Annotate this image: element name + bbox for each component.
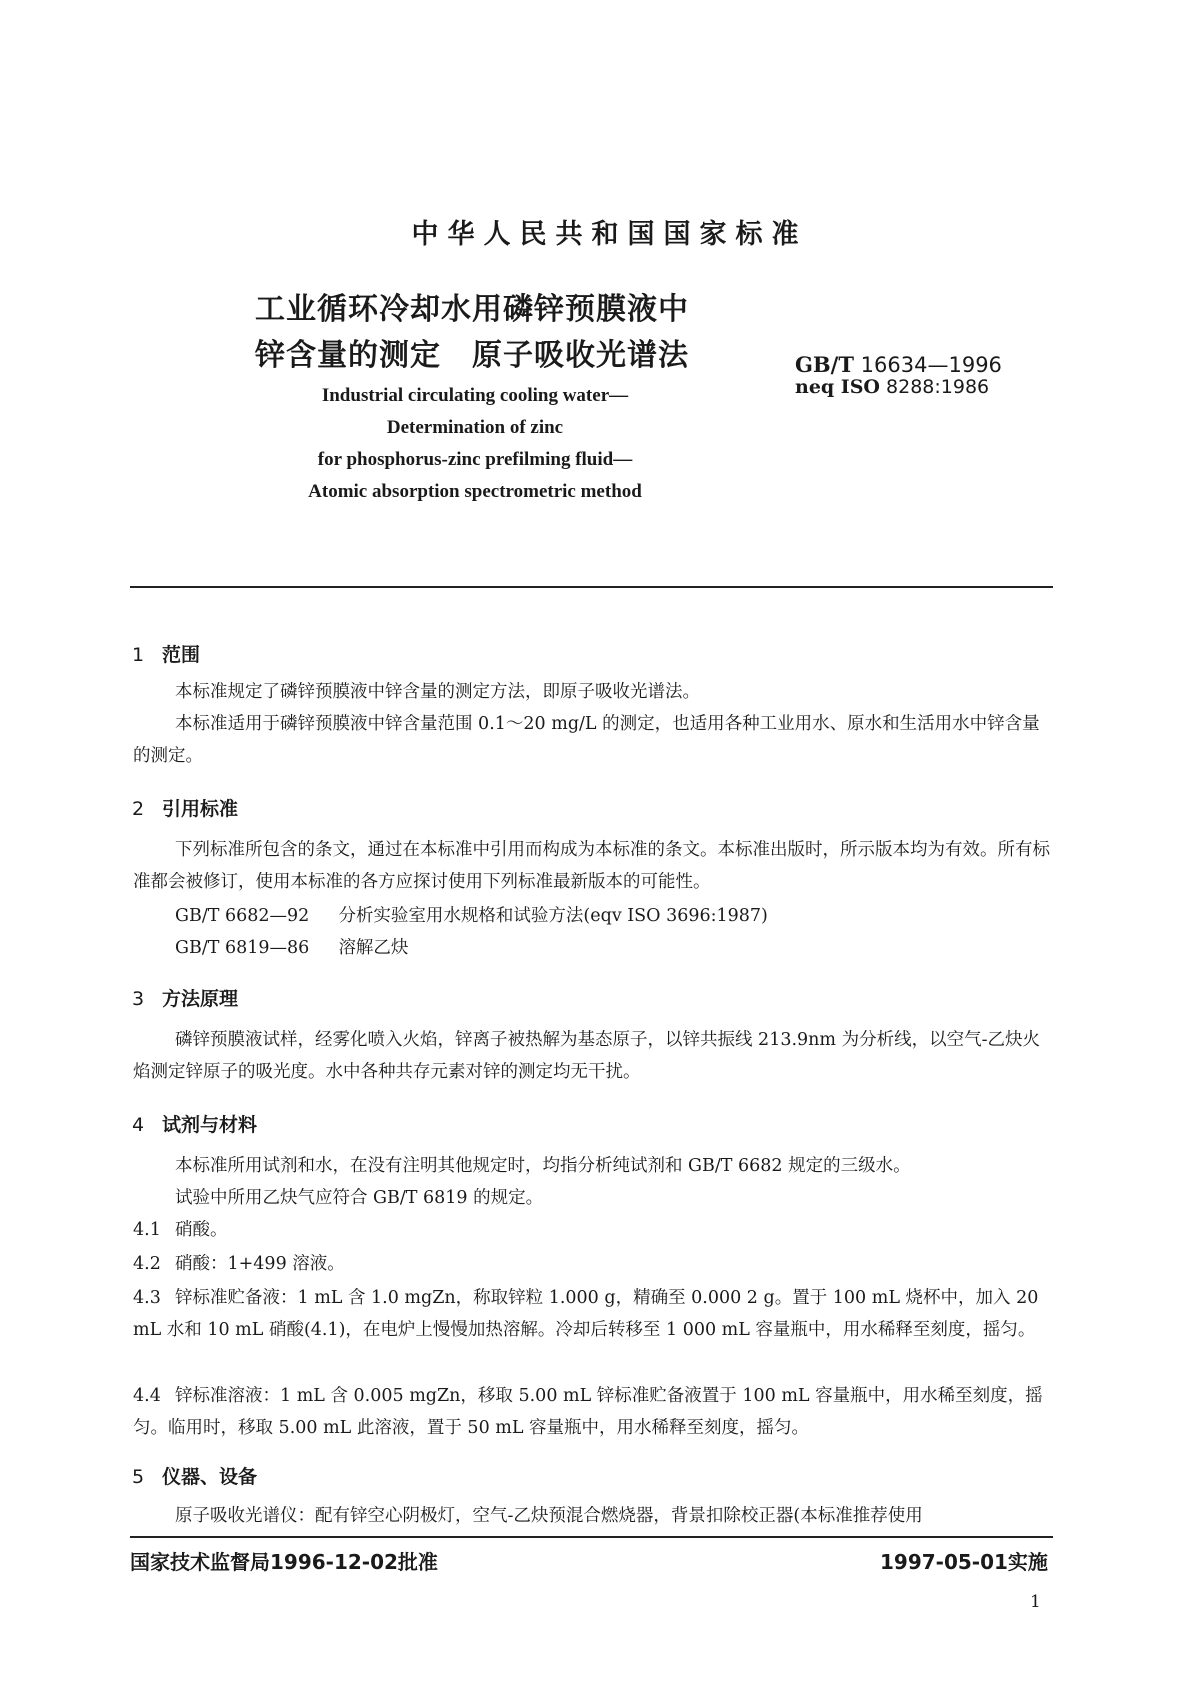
title-cn-line2: 锌含量的测定 原子吸收光谱法 xyxy=(255,338,689,373)
code-number: 16634—1996 xyxy=(860,353,1002,377)
standard-code xyxy=(795,352,1002,377)
item-4-1 xyxy=(133,1216,228,1241)
footer-divider xyxy=(130,1536,1053,1538)
title-en-line: Determination of zinc xyxy=(386,417,564,438)
section-4-heading xyxy=(132,1110,257,1137)
section-1-paragraph-2: 本标准适用于磷锌预膜液中锌含量范围 0.1～20 mg/L 的测定，也适用各种工业用水、原水和生活用水中锌含量的测定。 xyxy=(133,714,1040,766)
section-number: 5 xyxy=(132,1466,145,1488)
reference-title: 溶解乙炔 xyxy=(338,938,409,958)
neq-code xyxy=(795,376,989,398)
section-title: 方法原理 xyxy=(162,988,239,1010)
item-text: 锌标准贮备液：1 mL 含 1.0 mgZn，称取锌粒 1.000 g，精确至 0.000 2 g。置于 100 mL 烧杯中，加入 20 mL 水和 10 mL 硝酸(4.1)，在电炉上慢慢加热溶解。冷却后转移至 1 000 mL 容量瓶中，用水稀释至刻度，摇匀。 xyxy=(133,1288,1039,1340)
item-4-4 xyxy=(133,1380,1055,1444)
section-5-heading xyxy=(132,1462,257,1489)
section-title: 试剂与材料 xyxy=(162,1114,258,1136)
section-1-heading xyxy=(132,640,200,667)
item-text: 锌标准溶液：1 mL 含 0.005 mgZn，移取 5.00 mL 锌标准贮备液置于 100 mL 容量瓶中，用水稀至刻度，摇匀。临用时，移取 5.00 mL 此溶液，置于 50 mL 容量瓶中，用水稀释至刻度，摇匀。 xyxy=(133,1386,1043,1438)
neq-prefix: neq ISO xyxy=(795,376,880,398)
item-text: 硝酸。 xyxy=(175,1220,228,1240)
title-en-line: Atomic absorption spectrometric method xyxy=(308,481,642,502)
item-4-2 xyxy=(133,1250,345,1275)
section-title: 引用标准 xyxy=(162,798,239,820)
approval-date: 国家技术监督局1996-12-02批准 xyxy=(130,1550,438,1574)
reference-code: GB/T 6682—92 xyxy=(175,906,310,926)
title-en-line: Industrial circulating cooling water— xyxy=(321,385,629,406)
national-standard-label: 中华人民共和国国家标准 xyxy=(411,219,808,250)
item-number: 4.1 xyxy=(133,1220,161,1240)
title-cn-line1: 工业循环冷却水用磷锌预膜液中 xyxy=(255,292,689,327)
page-number: 1 xyxy=(1030,1592,1041,1612)
effective-date: 1997-05-01实施 xyxy=(880,1550,1048,1574)
section-number: 2 xyxy=(132,798,145,820)
section-1-paragraph-1: 本标准规定了磷锌预膜液中锌含量的测定方法，即原子吸收光谱法。 xyxy=(175,682,700,702)
section-4-paragraph-1: 本标准所用试剂和水，在没有注明其他规定时，均指分析纯试剂和 GB/T 6682 规定的三级水。 xyxy=(175,1156,911,1176)
section-4-paragraph-2: 试验中所用乙炔气应符合 GB/T 6819 的规定。 xyxy=(175,1188,544,1208)
code-prefix: GB/T xyxy=(795,352,854,377)
item-4-3 xyxy=(133,1282,1055,1346)
header-divider xyxy=(130,586,1053,588)
neq-number: 8288:1986 xyxy=(886,376,990,398)
section-3-heading xyxy=(132,984,238,1011)
reference-1 xyxy=(175,902,768,927)
section-2-heading xyxy=(132,794,238,821)
item-number: 4.2 xyxy=(133,1254,161,1274)
section-2-paragraph-1: 下列标准所包含的条文，通过在本标准中引用而构成为本标准的条文。本标准出版时，所示版本均为有效。所有标准都会被修订，使用本标准的各方应探讨使用下列标准最新版本的可能性。 xyxy=(133,840,1050,892)
section-title: 仪器、设备 xyxy=(162,1466,258,1488)
title-en xyxy=(255,380,695,508)
reference-title: 分析实验室用水规格和试验方法(eqv ISO 3696:1987) xyxy=(338,906,768,926)
title-en-line: for phosphorus-zinc prefilming fluid— xyxy=(317,449,633,470)
item-number: 4.4 xyxy=(133,1386,161,1406)
section-number: 4 xyxy=(132,1114,145,1136)
section-3-paragraph-1: 磷锌预膜液试样，经雾化喷入火焰，锌离子被热解为基态原子，以锌共振线 213.9nm 为分析线，以空气-乙炔火焰测定锌原子的吸光度。水中各种共存元素对锌的测定均无干扰。 xyxy=(133,1030,1040,1082)
reference-2 xyxy=(175,934,408,959)
item-number: 4.3 xyxy=(133,1288,161,1308)
section-title: 范围 xyxy=(162,644,201,666)
reference-code: GB/T 6819—86 xyxy=(175,938,310,958)
item-text: 硝酸：1+499 溶液。 xyxy=(175,1254,345,1274)
section-number: 3 xyxy=(132,988,145,1010)
section-number: 1 xyxy=(132,644,145,666)
section-5-paragraph-1: 原子吸收光谱仪：配有锌空心阴极灯，空气-乙炔预混合燃烧器，背景扣除校正器(本标准推荐使用 xyxy=(175,1506,923,1526)
